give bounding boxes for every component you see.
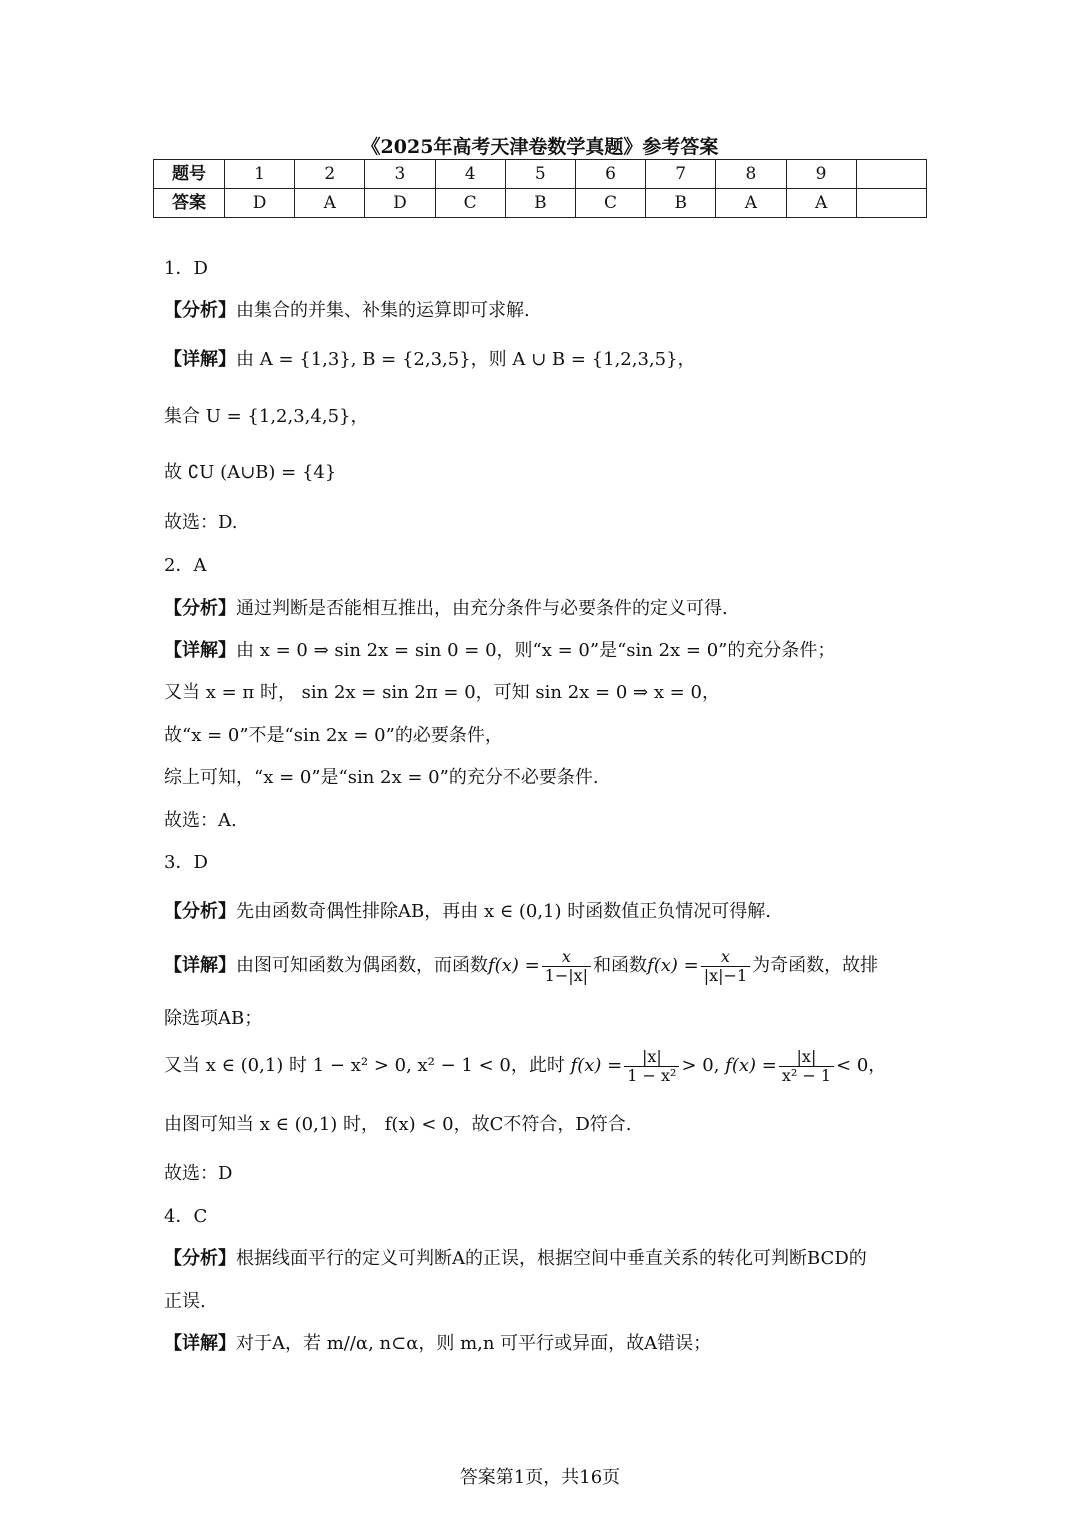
- analysis-text: 由集合的并集、补集的运算即可求解.: [236, 300, 530, 321]
- q2-analysis: [164, 596, 934, 622]
- detail-text: < 0，: [836, 1055, 887, 1076]
- detail-text: 由 A = {1,3}, B = {2,3,5}，则 A ∪ B = {1,2,3,5}，: [236, 349, 696, 370]
- detail-tag: 【详解】: [164, 1333, 236, 1354]
- table-cell: 6: [575, 160, 645, 189]
- row-header-number: 题号: [154, 160, 225, 189]
- q1-detail: [164, 347, 934, 373]
- detail-text: 由图可知函数为偶函数，而函数: [236, 955, 488, 976]
- detail-text: > 0,: [681, 1055, 720, 1076]
- q3-detail: [164, 946, 934, 986]
- table-cell: C: [435, 189, 505, 218]
- table-cell: A: [786, 189, 856, 218]
- q4-analysis: [164, 1246, 934, 1272]
- q3-heading: 3．D: [164, 852, 208, 873]
- detail-tag: 【详解】: [164, 640, 236, 661]
- q4-analysis-2: 正误.: [164, 1291, 206, 1312]
- analysis-text: 通过判断是否能相互推出，由充分条件与必要条件的定义可得.: [236, 598, 728, 619]
- q2-conclusion: 故选：A.: [164, 810, 237, 831]
- table-cell: 8: [716, 160, 786, 189]
- q3-detail-4: 由图可知当 x ∈ (0,1) 时， f(x) < 0，故C不符合，D符合.: [164, 1114, 632, 1135]
- q1-conclusion: 故选：D.: [164, 512, 238, 533]
- detail-tag: 【详解】: [164, 349, 236, 370]
- q2-heading: 2．A: [164, 555, 207, 576]
- formula-lhs: f(x) =: [570, 1055, 623, 1076]
- q4-detail: [164, 1331, 934, 1357]
- fraction: [701, 948, 750, 985]
- detail-text: 和函数: [593, 955, 648, 976]
- q1-analysis: [164, 298, 934, 324]
- fraction: [542, 948, 591, 985]
- table-cell: B: [646, 189, 716, 218]
- analysis-tag: 【分析】: [164, 1248, 236, 1269]
- fraction-numerator: x: [561, 946, 571, 966]
- table-cell: [856, 189, 926, 218]
- table-cell: 1: [225, 160, 295, 189]
- q4-heading: 4．C: [164, 1206, 208, 1227]
- answer-table: [153, 159, 927, 218]
- q1-heading: 1．D: [164, 258, 208, 279]
- q2-detail-4: 综上可知，“x = 0”是“sin 2x = 0”的充分不必要条件.: [164, 767, 599, 788]
- q3-detail-3: [164, 1046, 934, 1086]
- table-cell: B: [505, 189, 575, 218]
- table-cell: [856, 160, 926, 189]
- table-cell: 2: [295, 160, 365, 189]
- fraction-numerator: x: [720, 946, 730, 966]
- table-cell: D: [225, 189, 295, 218]
- q1-detail-3: 故 ∁U (A∪B) = {4}: [164, 462, 337, 483]
- table-cell: 9: [786, 160, 856, 189]
- fraction-denominator: 1 − x²: [624, 1066, 679, 1085]
- fraction: [624, 1048, 679, 1085]
- formula-lhs: f(x) =: [725, 1055, 777, 1076]
- page-footer: 答案第1页，共16页: [459, 1467, 621, 1488]
- analysis-text: 根据线面平行的定义可判断A的正误，根据空间中垂直关系的转化可判断BCD的: [236, 1248, 867, 1269]
- row-header-answer: 答案: [154, 189, 225, 218]
- q3-analysis: [164, 899, 934, 925]
- fraction: [779, 1048, 834, 1085]
- table-cell: A: [716, 189, 786, 218]
- table-cell: C: [575, 189, 645, 218]
- table-cell: D: [365, 189, 435, 218]
- q2-detail: [164, 638, 934, 664]
- detail-text: 由 x = 0 ⇒ sin 2x = sin 0 = 0，则“x = 0”是“sin 2x = 0”的充分条件；: [236, 640, 836, 661]
- fraction-numerator: |x|: [796, 1046, 817, 1066]
- fraction-numerator: |x|: [641, 1046, 662, 1066]
- fraction-denominator: |x|−1: [701, 966, 750, 985]
- table-cell: 3: [365, 160, 435, 189]
- q1-detail-2: 集合 U = {1,2,3,4,5}，: [164, 406, 369, 427]
- table-cell: A: [295, 189, 365, 218]
- table-cell: 4: [435, 160, 505, 189]
- q2-detail-3: 故“x = 0”不是“sin 2x = 0”的必要条件，: [164, 725, 503, 746]
- q3-conclusion: 故选：D: [164, 1163, 233, 1184]
- table-row-answers: [154, 189, 927, 218]
- detail-text: 为奇函数，故排: [752, 955, 879, 976]
- analysis-tag: 【分析】: [164, 901, 236, 922]
- fraction-denominator: x² − 1: [779, 1066, 834, 1085]
- formula-lhs: f(x) =: [647, 955, 699, 976]
- formula-lhs: f(x) =: [488, 955, 540, 976]
- q3-detail-2: 除选项AB；: [164, 1008, 263, 1029]
- table-cell: 5: [505, 160, 575, 189]
- table-cell: 7: [646, 160, 716, 189]
- table-row-numbers: [154, 160, 927, 189]
- analysis-text: 先由函数奇偶性排除AB，再由 x ∈ (0,1) 时函数值正负情况可得解.: [236, 901, 771, 922]
- analysis-tag: 【分析】: [164, 598, 236, 619]
- page-title: 《2025年高考天津卷数学真题》参考答案: [361, 136, 719, 158]
- detail-tag: 【详解】: [164, 955, 236, 976]
- analysis-tag: 【分析】: [164, 300, 236, 321]
- detail-text: 对于A，若 m//α, n⊂α，则 m,n 可平行或异面，故A错误；: [236, 1333, 712, 1354]
- fraction-denominator: 1−|x|: [542, 966, 591, 985]
- q2-detail-2: 又当 x = π 时， sin 2x = sin 2π = 0，可知 sin 2x = 0 ⇒ x = 0，: [164, 682, 720, 703]
- detail-text: 又当 x ∈ (0,1) 时 1 − x² > 0, x² − 1 < 0，此时: [164, 1055, 565, 1076]
